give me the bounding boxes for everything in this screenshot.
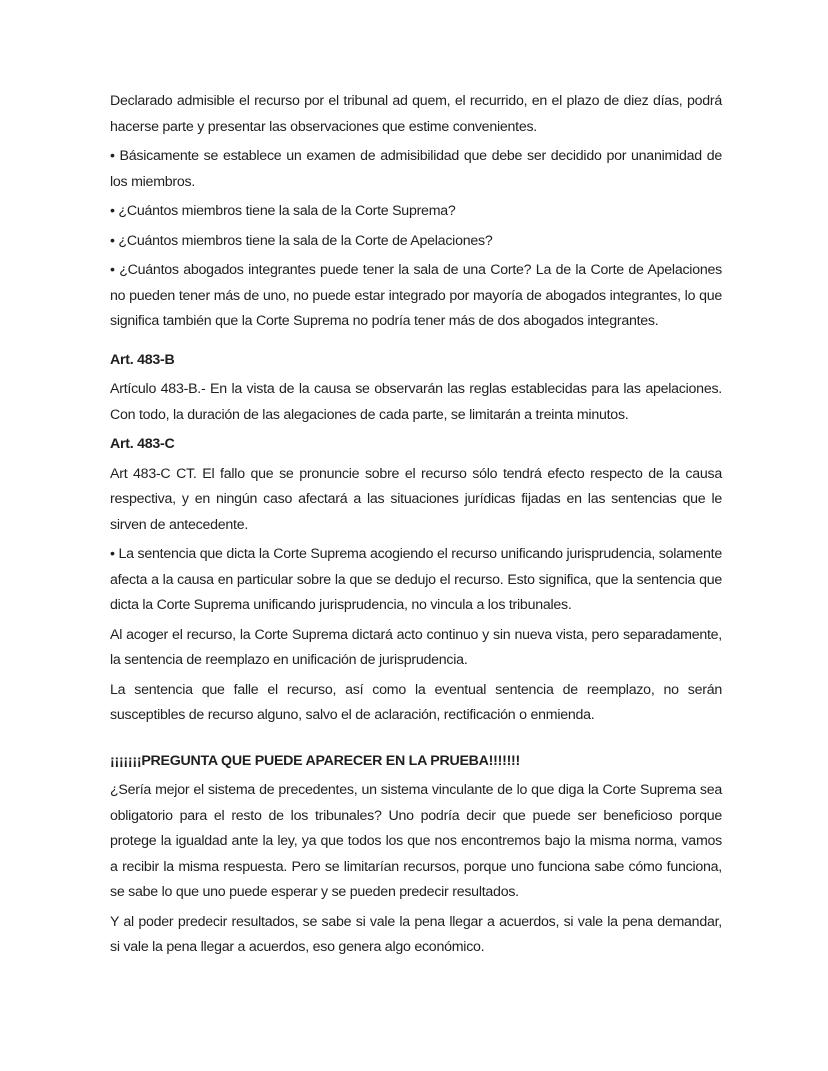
bullet-icon: • — [110, 203, 119, 219]
bullet-icon: • — [110, 546, 119, 562]
bullet-icon: • — [110, 262, 120, 278]
bullet-item: • La sentencia que dicta la Corte Suprema acogiendo el recurso unificando jurisprudencia, solamente afecta a la causa en particular sobre la que se dedujo el recurso. Esto significa, que la sentencia que dicta la Corte Suprema unificando jurisprudencia, no vincula a los tribunales. — [110, 546, 722, 613]
paragraph: Al acoger el recurso, la Corte Suprema dictará acto continuo y sin nueva vista, pero separadamente, la sentencia de reemplazo en unificación de jurisprudencia. — [110, 626, 722, 668]
paragraph: Art 483-C CT. El fallo que se pronuncie sobre el recurso sólo tendrá efecto respecto de la causa respectiva, y en ningún caso afectará a las situaciones jurídicas fijadas en las sentencias que le sirven de antecedente. — [110, 465, 722, 533]
paragraph: ¿Sería mejor el sistema de precedentes, un sistema vinculante de lo que diga la Corte Suprema sea obligatorio para el resto de los tribunales? Uno podría decir que puede ser beneficioso porque protege la igualdad ante la ley, ya que todos los que nos encontremos bajo la misma norma, vamos a recibir la misma respuesta. Pero se limitarían recursos, porque uno funciona sabe cómo funciona, se sabe lo que uno puede esperar y se pueden predecir resultados. — [110, 782, 722, 900]
bullet-icon: • — [110, 232, 119, 249]
paragraph: Y al poder predecir resultados, se sabe si vale la pena llegar a acuerdos, si vale la pena demandar, si vale la pena llegar a acuerdos, eso genera algo económico. — [110, 913, 722, 955]
paragraph: La sentencia que falle el recurso, así como la eventual sentencia de reemplazo, no serán susceptibles de recurso alguno, salvo el de aclaración, rectificación o enmienda. — [110, 681, 722, 723]
paragraph: Declarado admisible el recurso por el tribunal ad quem, el recurrido, en el plazo de diez días, podrá hacerse parte y presentar las observaciones que estime convenientes. — [110, 93, 722, 135]
bullet-item: • ¿Cuántos miembros tiene la sala de la Corte Suprema? — [110, 203, 456, 219]
bullet-item: • ¿Cuántos miembros tiene la sala de la Corte de Apelaciones? — [110, 232, 493, 249]
bullet-item: • ¿Cuántos abogados integrantes puede tener la sala de una Corte? La de la Corte de Apelaciones no pueden tener más de uno, no puede estar integrado por mayoría de abogados integrantes, lo que significa también que la Corte Suprema no podría tener más de dos abogados integrantes. — [110, 262, 722, 329]
section-heading: Art. 483-B — [110, 351, 175, 368]
paragraph: Artículo 483-B.- En la vista de la causa se observarán las reglas establecidas para las apelaciones. Con todo, la duración de las alegaciones de cada parte, se limitarán a treinta minutos. — [110, 381, 722, 423]
bullet-icon: • — [110, 148, 120, 164]
section-heading: Art. 483-C — [110, 436, 175, 452]
document-content — [110, 89, 722, 961]
section-heading: ¡¡¡¡¡¡¡PREGUNTA QUE PUEDE APARECER EN LA PRUEBA!!!!!!! — [110, 752, 520, 769]
bullet-item: • Básicamente se establece un examen de admisibilidad que debe ser decidido por unanimidad de los miembros. — [110, 148, 722, 190]
